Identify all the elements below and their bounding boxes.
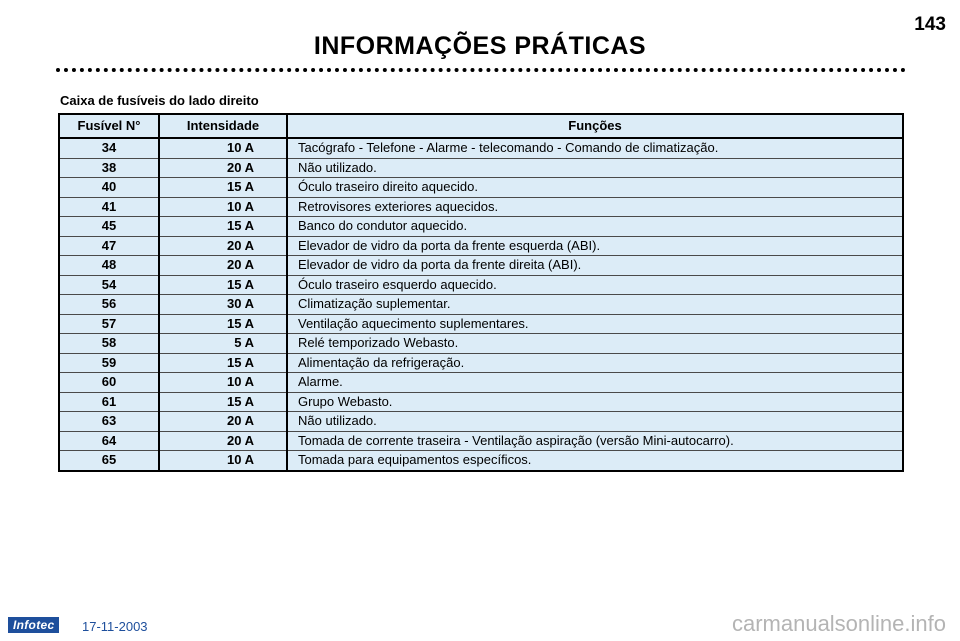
intensity-cell: 20 A	[159, 256, 287, 276]
fuse-number-cell: 48	[59, 256, 159, 276]
intensity-cell: 20 A	[159, 236, 287, 256]
intensity-cell: 5 A	[159, 334, 287, 354]
footer-date: 17-11-2003	[82, 619, 148, 634]
intensity-cell: 10 A	[159, 373, 287, 393]
fuse-number-cell: 58	[59, 334, 159, 354]
fuse-table	[58, 113, 904, 472]
function-cell: Óculo traseiro esquerdo aquecido.	[287, 275, 903, 295]
fuse-number-cell: 57	[59, 314, 159, 334]
function-cell: Elevador de vidro da porta da frente esquerda (ABI).	[287, 236, 903, 256]
fuse-number-cell: 38	[59, 158, 159, 178]
table-row	[59, 353, 903, 373]
function-cell: Alimentação da refrigeração.	[287, 353, 903, 373]
intensity-cell: 15 A	[159, 314, 287, 334]
fuse-number-cell: 45	[59, 217, 159, 237]
dotted-divider	[56, 68, 906, 72]
section-title: Caixa de fusíveis do lado direito	[60, 93, 259, 108]
function-cell: Não utilizado.	[287, 412, 903, 432]
table-row	[59, 431, 903, 451]
intensity-cell: 20 A	[159, 158, 287, 178]
table-header-row	[59, 114, 903, 138]
fuse-number-cell: 40	[59, 178, 159, 198]
table-row	[59, 373, 903, 393]
function-cell: Tacógrafo - Telefone - Alarme - telecomando - Comando de climatização.	[287, 138, 903, 158]
table-row	[59, 236, 903, 256]
function-cell: Relé temporizado Webasto.	[287, 334, 903, 354]
intensity-cell: 20 A	[159, 431, 287, 451]
intensity-cell: 15 A	[159, 275, 287, 295]
function-cell: Alarme.	[287, 373, 903, 393]
header-intensity: Intensidade	[159, 114, 287, 138]
intensity-cell: 20 A	[159, 412, 287, 432]
function-cell: Elevador de vidro da porta da frente direita (ABI).	[287, 256, 903, 276]
function-cell: Óculo traseiro direito aquecido.	[287, 178, 903, 198]
fuse-number-cell: 65	[59, 451, 159, 471]
table-row	[59, 412, 903, 432]
fuse-number-cell: 64	[59, 431, 159, 451]
intensity-cell: 10 A	[159, 197, 287, 217]
table-row	[59, 275, 903, 295]
function-cell: Climatização suplementar.	[287, 295, 903, 315]
page-number: 143	[914, 14, 946, 35]
intensity-cell: 10 A	[159, 451, 287, 471]
table-row	[59, 197, 903, 217]
intensity-cell: 15 A	[159, 353, 287, 373]
function-cell: Ventilação aquecimento suplementares.	[287, 314, 903, 334]
table-row	[59, 334, 903, 354]
intensity-cell: 10 A	[159, 138, 287, 158]
table-row	[59, 451, 903, 471]
table-row	[59, 392, 903, 412]
fuse-table-body	[59, 138, 903, 471]
function-cell: Grupo Webasto.	[287, 392, 903, 412]
fuse-number-cell: 54	[59, 275, 159, 295]
fuse-number-cell: 61	[59, 392, 159, 412]
fuse-number-cell: 47	[59, 236, 159, 256]
table-row	[59, 217, 903, 237]
table-row	[59, 314, 903, 334]
table-row	[59, 158, 903, 178]
table-row	[59, 295, 903, 315]
fuse-number-cell: 56	[59, 295, 159, 315]
fuse-number-cell: 59	[59, 353, 159, 373]
fuse-number-cell: 60	[59, 373, 159, 393]
function-cell: Retrovisores exteriores aquecidos.	[287, 197, 903, 217]
intensity-cell: 15 A	[159, 392, 287, 412]
intensity-cell: 15 A	[159, 217, 287, 237]
fuse-number-cell: 34	[59, 138, 159, 158]
function-cell: Banco do condutor aquecido.	[287, 217, 903, 237]
function-cell: Tomada para equipamentos específicos.	[287, 451, 903, 471]
page-title: INFORMAÇÕES PRÁTICAS	[313, 32, 647, 60]
intensity-cell: 15 A	[159, 178, 287, 198]
infotec-logo: Infotec	[8, 617, 59, 633]
table-row	[59, 138, 903, 158]
header-fuse-no: Fusível N°	[59, 114, 159, 138]
watermark: carmanualsonline.info	[731, 611, 946, 636]
table-row	[59, 178, 903, 198]
fuse-number-cell: 63	[59, 412, 159, 432]
fuse-number-cell: 41	[59, 197, 159, 217]
function-cell: Tomada de corrente traseira - Ventilação aspiração (versão Mini-autocarro).	[287, 431, 903, 451]
table-row	[59, 256, 903, 276]
intensity-cell: 30 A	[159, 295, 287, 315]
header-functions: Funções	[287, 114, 903, 138]
function-cell: Não utilizado.	[287, 158, 903, 178]
